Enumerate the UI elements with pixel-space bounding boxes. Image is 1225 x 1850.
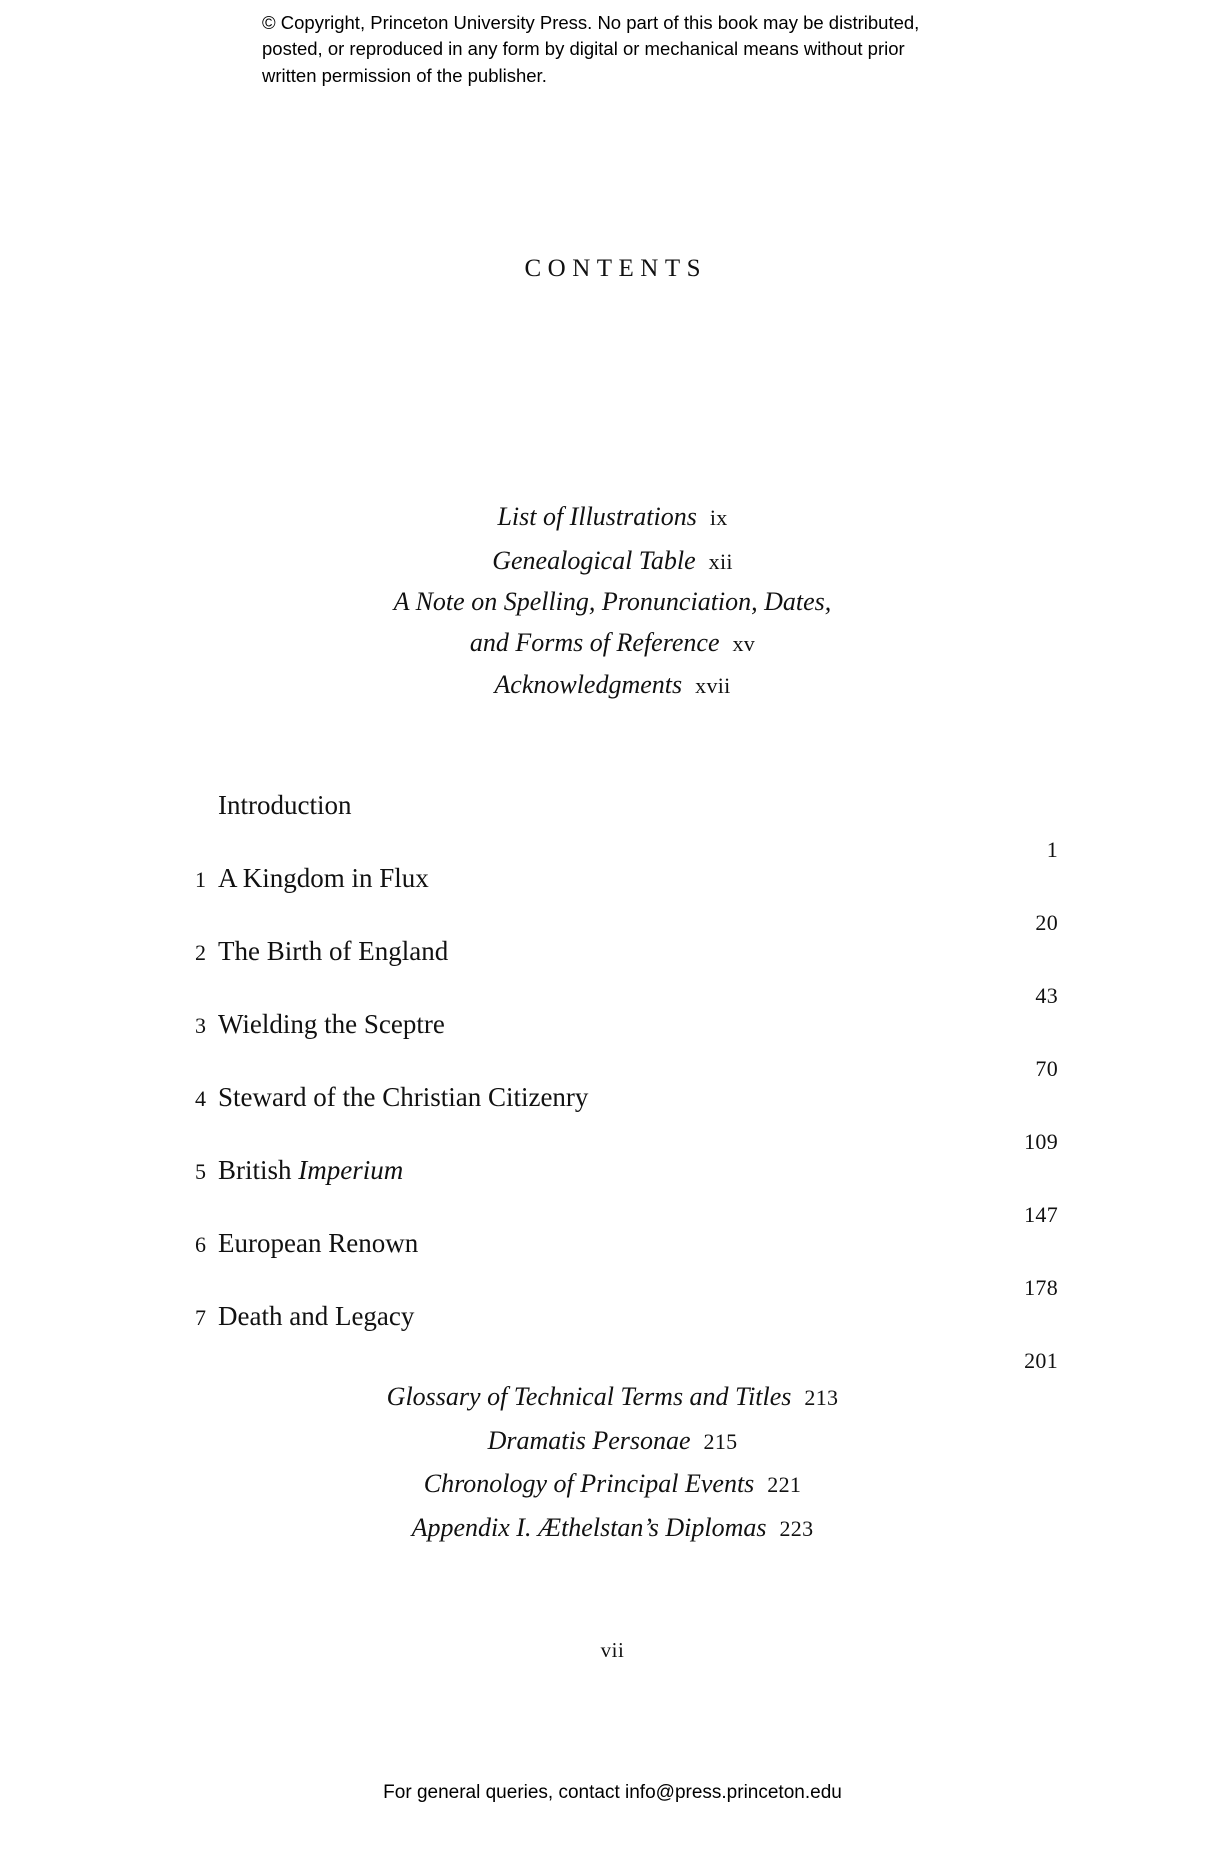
chapter-number: 3 (195, 1013, 206, 1038)
chapter-title: European Renown (218, 1228, 419, 1258)
toc-entry-chapter-3[interactable] (178, 1009, 1058, 1082)
chapter-title (218, 1155, 403, 1186)
toc-entry-chapter-2[interactable] (178, 936, 1058, 1009)
chapter-title: Wielding the Sceptre (218, 1009, 445, 1039)
chapter-page: 43 (1035, 983, 1058, 1008)
chapter-title: The Birth of England (218, 936, 449, 966)
toc-entry-chapter-7[interactable] (178, 1301, 1058, 1374)
back-matter-list (0, 1375, 1225, 1550)
chapter-page: 178 (1024, 1275, 1058, 1300)
front-matter-page: xv (732, 630, 756, 656)
chapter-title: A Kingdom in Flux (218, 863, 429, 893)
front-matter-title: Acknowledgments (494, 669, 683, 699)
back-matter-title: Appendix I. Æthelstan’s Diplomas (411, 1513, 767, 1543)
front-matter-title: List of Illustrations (497, 502, 697, 531)
chapter-page: 70 (1035, 1056, 1058, 1081)
front-matter-title: A Note on Spelling, Pronunciation, Dates, (393, 587, 832, 617)
front-matter-item[interactable] (0, 495, 1225, 539)
back-matter-title: Glossary of Technical Terms and Titles (386, 1382, 792, 1411)
back-matter-item[interactable] (0, 1462, 1225, 1506)
back-matter-page: 215 (703, 1428, 738, 1454)
front-matter-list (0, 495, 1225, 707)
chapter-number: 2 (195, 940, 206, 965)
chapter-title-italic: Imperium (298, 1155, 404, 1185)
front-matter-item[interactable] (0, 539, 1225, 583)
back-matter-item[interactable] (0, 1375, 1225, 1419)
chapter-list (178, 790, 1058, 1374)
chapter-number: 4 (195, 1086, 206, 1111)
chapter-title-text: British (218, 1155, 299, 1185)
chapter-number: 1 (195, 867, 206, 892)
front-matter-item[interactable] (0, 663, 1225, 707)
chapter-number: 7 (195, 1305, 206, 1330)
toc-entry-chapter-1[interactable] (178, 863, 1058, 936)
chapter-title: Death and Legacy (218, 1301, 415, 1331)
front-matter-page: xii (708, 548, 733, 574)
back-matter-page: 213 (804, 1385, 839, 1410)
toc-entry-chapter-4[interactable] (178, 1082, 1058, 1155)
page-title: CONTENTS (524, 255, 708, 282)
back-matter-item[interactable] (0, 1506, 1225, 1550)
chapter-page: 109 (1024, 1129, 1058, 1154)
front-matter-page: xvii (695, 672, 731, 698)
copyright-notice: © Copyright, Princeton University Press. No part of this book may be distributed, posted, or reproduced in any form by digital or mechanical means without prior written permission of the publisher. (262, 12, 920, 86)
back-matter-title: Dramatis Personae (487, 1425, 691, 1455)
front-matter-item[interactable] (0, 582, 1225, 663)
chapter-title: Steward of the Christian Citizenry (218, 1082, 589, 1112)
back-matter-item[interactable] (0, 1419, 1225, 1463)
back-matter-title: Chronology of Principal Events (423, 1469, 755, 1499)
page-folio: vii (600, 1638, 625, 1662)
toc-entry-chapter-5[interactable] (178, 1155, 1058, 1228)
chapter-number: 6 (195, 1232, 206, 1257)
chapter-page: 1 (1046, 837, 1058, 862)
chapter-page: 20 (1035, 910, 1058, 935)
front-matter-title: Genealogical Table (492, 545, 696, 575)
front-matter-title-line2: and Forms of Reference (469, 627, 720, 657)
chapter-page: 201 (1024, 1348, 1058, 1373)
toc-entry-chapter-6[interactable] (178, 1228, 1058, 1301)
toc-entry-introduction[interactable] (178, 790, 1058, 863)
back-matter-page: 223 (779, 1516, 814, 1542)
back-matter-page: 221 (767, 1472, 802, 1498)
chapter-page: 147 (1024, 1202, 1058, 1227)
front-matter-page: ix (709, 505, 728, 530)
chapter-number: 5 (195, 1159, 206, 1184)
chapter-title: Introduction (218, 790, 352, 820)
footer-query-line: For general queries, contact info@press.princeton.edu (383, 1782, 842, 1803)
